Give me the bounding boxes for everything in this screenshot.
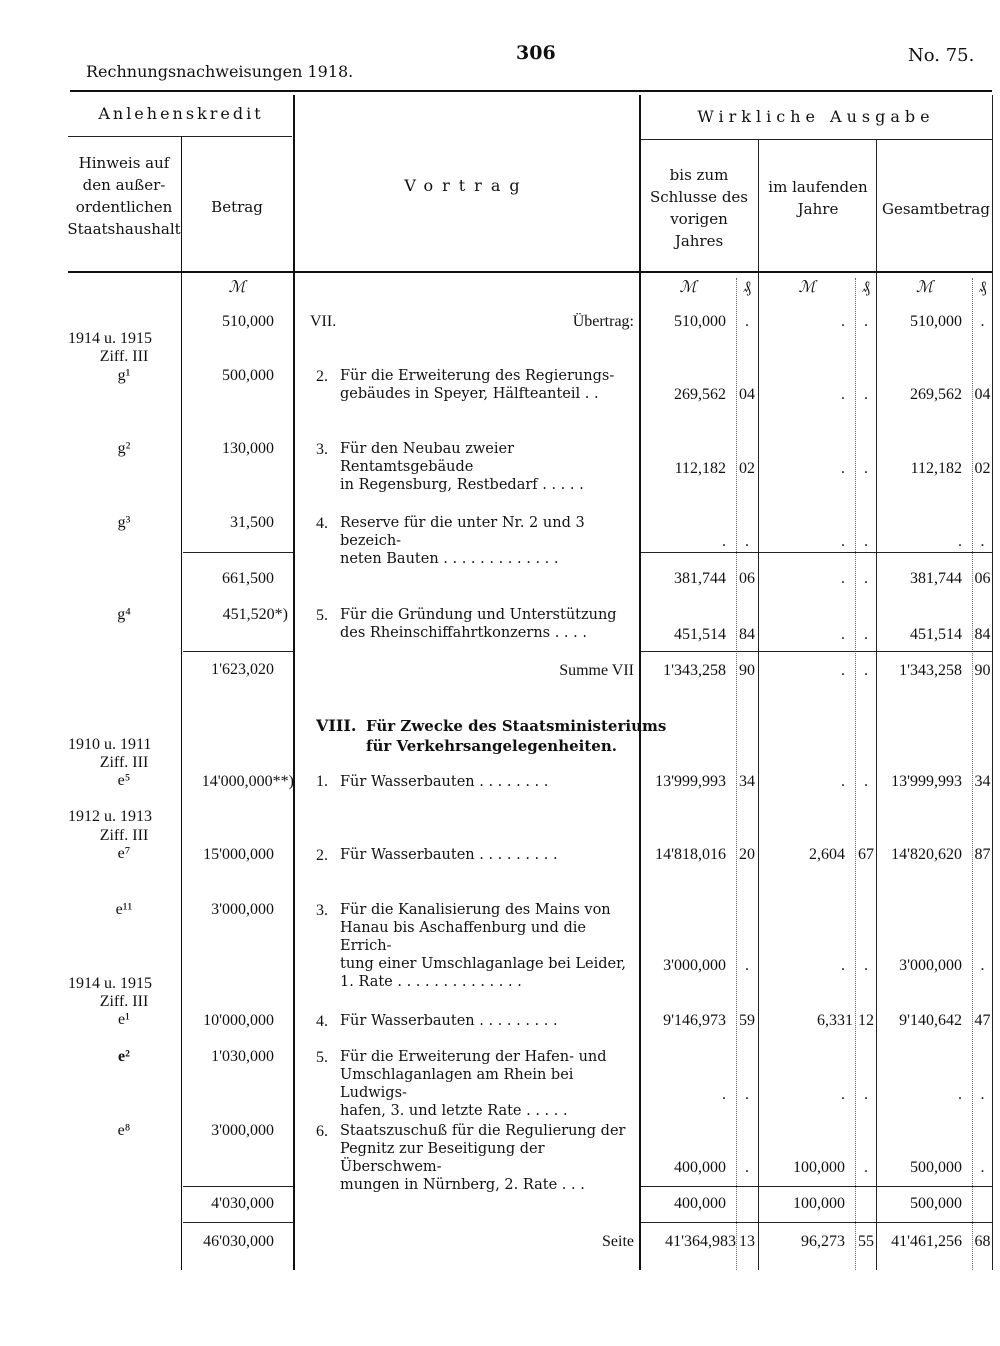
hinweis-ref: e² bbox=[118, 1048, 130, 1065]
bis-pf-cell: . bbox=[745, 313, 749, 330]
betrag-heading: Betrag bbox=[211, 198, 263, 216]
lauf-mark-cell: . bbox=[841, 662, 845, 679]
ausgabe-header-rule bbox=[640, 139, 992, 140]
hinweis-ziff: Ziff. III bbox=[99, 993, 149, 1010]
betrag-cell: 3'000,000 bbox=[211, 1122, 274, 1139]
summe-label: Summe VII bbox=[559, 662, 634, 679]
subtotal-betrag: 4'030,000 bbox=[211, 1195, 274, 1212]
item-number: 2. bbox=[316, 847, 328, 864]
bis-mark-cell: 3'000,000 bbox=[663, 957, 726, 974]
lauf-mark-cell: . bbox=[841, 626, 845, 643]
ges-mark-cell: 112,182 bbox=[910, 460, 962, 477]
seite-betrag: 46'030,000 bbox=[203, 1233, 274, 1250]
lauf-mark-cell: 96,273 bbox=[801, 1233, 845, 1250]
hinweis-ziff: Ziff. III bbox=[99, 827, 149, 844]
seite-rule-betrag bbox=[183, 1222, 293, 1223]
unit-mark-betrag: ℳ bbox=[228, 277, 246, 296]
vortrag-left-border bbox=[293, 95, 295, 1270]
betrag-cell: 14'000,000**) bbox=[201, 773, 294, 790]
ges-mark-cell: 14'820,620 bbox=[891, 846, 962, 863]
item-number: 6. bbox=[316, 1123, 328, 1140]
bis-pf-cell: 06 bbox=[739, 570, 755, 587]
hinweis-heading: Hinweis auf den außer- ordentlichen Staatshaushalt bbox=[67, 154, 181, 238]
ges-pf-cell: 84 bbox=[974, 626, 991, 643]
lauf-pf-cell: . bbox=[864, 626, 868, 643]
hinweis-ref: g¹ bbox=[117, 367, 131, 384]
section-heading: Für Zwecke des Staatsministeriums für Verkehrsangelegenheiten. bbox=[366, 717, 667, 755]
document-header-left: Rechnungsnachweisungen 1918. bbox=[86, 62, 354, 81]
subtotal2-rule-ausgabe bbox=[641, 1186, 992, 1187]
wirkliche-ausgabe-heading: Wirkliche Ausgabe bbox=[697, 107, 935, 126]
ges-pf-cell: 87 bbox=[974, 846, 991, 863]
item-number: 3. bbox=[316, 441, 328, 458]
lauf-pf-cell: . bbox=[864, 662, 868, 679]
ges-pf-cell: . bbox=[980, 957, 985, 974]
seite-label: Seite bbox=[602, 1233, 634, 1250]
betrag-cell: 510,000 bbox=[222, 313, 274, 330]
unit-mark-bis: ℳ bbox=[679, 277, 697, 296]
lauf-mark-cell: . bbox=[841, 957, 845, 974]
item-number: 1. bbox=[316, 773, 328, 790]
lauf-mark-cell: . bbox=[841, 313, 845, 330]
item-description: Für die Erweiterung der Hafen- und Umschlaganlagen am Rhein bei Ludwigs- hafen, 3. und letzte Rate . . . . . bbox=[340, 1049, 607, 1119]
seite-rule-ausgabe bbox=[641, 1222, 992, 1223]
lauf-pf-cell: 12 bbox=[858, 1012, 874, 1029]
hinweis-ref: e⁵ bbox=[117, 772, 131, 789]
betrag-cell: 451,520*) bbox=[222, 606, 288, 623]
hinweis-ziff: Ziff. III bbox=[99, 754, 149, 771]
lauf-mark-cell: . bbox=[841, 460, 845, 477]
item-number: 3. bbox=[316, 902, 328, 919]
item-number: 5. bbox=[316, 607, 328, 624]
bis-mark-cell: . bbox=[722, 533, 726, 550]
bis-mark-cell: 400,000 bbox=[674, 1159, 726, 1176]
unit-mark-lauf: ℳ bbox=[798, 277, 816, 296]
gesamtbetrag-heading: Gesamtbetrag bbox=[882, 200, 990, 218]
hinweis-ref: e⁷ bbox=[117, 845, 131, 862]
lauf-mark-cell: 2,604 bbox=[809, 846, 845, 863]
ges-mark-cell: 9'140,642 bbox=[899, 1012, 962, 1029]
unit-mark-ges: ℳ bbox=[915, 277, 934, 296]
item-description: Für den Neubau zweier Rentamtsgebäude in Regensburg, Restbedarf . . . . . bbox=[340, 441, 584, 493]
bis-zum-heading: bis zum Schlusse des vorigen Jahres bbox=[649, 166, 748, 250]
ges-mark-cell: 510,000 bbox=[910, 313, 962, 330]
ges-mark-cell: 381,744 bbox=[910, 570, 962, 587]
summe7-rule-ausgabe bbox=[641, 651, 992, 652]
item-description: Für Wasserbauten . . . . . . . . bbox=[340, 774, 549, 790]
ges-pf-cell: . bbox=[980, 1159, 985, 1176]
bis-pf-cell: . bbox=[745, 1159, 749, 1176]
bis-pf-cell: . bbox=[745, 533, 749, 550]
bis-mark-cell: . bbox=[722, 1086, 726, 1103]
betrag-cell: 31,500 bbox=[230, 514, 274, 531]
bis-pf-cell: 34 bbox=[739, 773, 755, 790]
page-number: 306 bbox=[516, 42, 556, 64]
lauf-mark-cell: . bbox=[841, 570, 845, 587]
ges-pf-cell: 04 bbox=[974, 386, 991, 403]
bis-pf-cell: 13 bbox=[739, 1233, 755, 1250]
lauf-mark-cell: 100,000 bbox=[793, 1195, 845, 1212]
item-description: Für Wasserbauten . . . . . . . . . bbox=[340, 847, 558, 863]
subtotal-betrag: 661,500 bbox=[222, 570, 274, 587]
bis-pf-cell: . bbox=[745, 957, 749, 974]
bis-mark-cell: 400,000 bbox=[674, 1195, 726, 1212]
item-description: Reserve für die unter Nr. 2 und 3 bezeich- neten Bauten . . . . . . . . . . . . . bbox=[340, 515, 585, 567]
hinweis-ref: g² bbox=[117, 440, 131, 457]
lauf-mark-cell: . bbox=[841, 1086, 845, 1103]
lauf-pf-cell: . bbox=[864, 1086, 868, 1103]
lauf-pf-cell: . bbox=[864, 1159, 868, 1176]
ges-pf-cell: 47 bbox=[974, 1012, 991, 1029]
betrag-cell: 3'000,000 bbox=[211, 901, 274, 918]
item-description: Für die Gründung und Unterstützung des Rheinschiffahrtkonzerns . . . . bbox=[340, 607, 617, 641]
hinweis-ref: g³ bbox=[117, 514, 131, 531]
uebertrag-label: Übertrag: bbox=[572, 313, 634, 330]
item-number: 2. bbox=[316, 368, 328, 385]
hinweis-year: 1914 u. 1915 bbox=[68, 975, 152, 992]
bis-pf-cell: . bbox=[745, 1086, 749, 1103]
ges-mark-cell: 500,000 bbox=[910, 1159, 962, 1176]
bis-pf-cell: 20 bbox=[739, 846, 755, 863]
vortrag-section-number: VII. bbox=[310, 313, 337, 330]
betrag-cell: 1'030,000 bbox=[211, 1048, 274, 1065]
lauf-pf-cell: 55 bbox=[858, 1233, 874, 1250]
item-number: 4. bbox=[316, 515, 328, 532]
ges-pf-cell: . bbox=[980, 533, 985, 550]
section-number: VIII. bbox=[316, 716, 357, 735]
bis-mark-cell: 510,000 bbox=[674, 313, 726, 330]
bis-pf-cell: 90 bbox=[739, 662, 755, 679]
bis-mark-cell: 14'818,016 bbox=[655, 846, 726, 863]
hinweis-year: 1912 u. 1913 bbox=[68, 808, 152, 825]
bis-pf-cell: 02 bbox=[739, 460, 755, 477]
hinweis-year: 1910 u. 1911 bbox=[68, 736, 152, 753]
ges-pf-cell: . bbox=[980, 1086, 985, 1103]
lauf-pf-cell: . bbox=[864, 533, 868, 550]
ges-mark-cell: . bbox=[958, 1086, 962, 1103]
table-right-border bbox=[992, 95, 993, 1270]
bis-pf-cell: 84 bbox=[739, 626, 755, 643]
bis-mark-cell: 9'146,973 bbox=[663, 1012, 726, 1029]
im-laufenden-heading: im laufenden Jahre bbox=[768, 178, 868, 218]
item-number: 4. bbox=[316, 1013, 328, 1030]
lauf-pf-cell: . bbox=[864, 460, 868, 477]
unit-pf-ges: ₰ bbox=[978, 277, 987, 296]
hinweis-ref: e¹ bbox=[118, 1011, 130, 1028]
lauf-pf-cell: . bbox=[864, 313, 868, 330]
ges-mark-cell: 269,562 bbox=[910, 386, 962, 403]
subtotal-rule-ausgabe bbox=[641, 552, 992, 553]
ges-pf-cell: 68 bbox=[974, 1233, 991, 1250]
ges-mark-cell: 3'000,000 bbox=[899, 957, 962, 974]
betrag-cell: 130,000 bbox=[222, 440, 274, 457]
item-number: 5. bbox=[316, 1049, 328, 1066]
table-top-rule bbox=[70, 90, 992, 92]
ges-mark-cell: . bbox=[958, 533, 962, 550]
bis-mark-cell: 1'343,258 bbox=[663, 662, 726, 679]
bis-mark-cell: 269,562 bbox=[674, 386, 726, 403]
lauf-mark-cell: . bbox=[841, 386, 845, 403]
lauf-pf-cell: . bbox=[864, 773, 868, 790]
betrag-left-border bbox=[181, 137, 182, 1270]
hinweis-ref: g⁴ bbox=[117, 606, 131, 623]
ges-mark-cell: 451,514 bbox=[910, 626, 962, 643]
bis-mark-cell: 13'999,993 bbox=[655, 773, 726, 790]
lauf-mark-cell: 100,000 bbox=[793, 1159, 845, 1176]
lauf-pf-cell: . bbox=[864, 386, 868, 403]
ges-mark-cell: 41'461,256 bbox=[891, 1233, 962, 1250]
ges-pf-cell: . bbox=[980, 313, 985, 330]
ges-pf-cell: 90 bbox=[974, 662, 991, 679]
bis-mark-cell: 112,182 bbox=[674, 460, 726, 477]
ges-mark-cell: 500,000 bbox=[910, 1195, 962, 1212]
summe-betrag: 1'623,020 bbox=[211, 661, 274, 678]
bis-mark-cell: 381,744 bbox=[674, 570, 726, 587]
subtotal-rule-betrag bbox=[183, 552, 293, 553]
bis-pf-cell: 59 bbox=[739, 1012, 755, 1029]
betrag-cell: 15'000,000 bbox=[203, 846, 274, 863]
item-description: Für die Erweiterung des Regierungs- gebäudes in Speyer, Hälfteanteil . . bbox=[340, 368, 615, 402]
hinweis-year: 1914 u. 1915 bbox=[68, 330, 152, 347]
ges-mark-cell: 1'343,258 bbox=[899, 662, 962, 679]
ges-pf-cell: 02 bbox=[974, 460, 991, 477]
hinweis-ziff: Ziff. III bbox=[99, 348, 149, 365]
unit-pf-lauf: ₰ bbox=[862, 277, 870, 296]
anlehen-header-rule bbox=[68, 136, 292, 137]
subtotal2-rule-betrag bbox=[183, 1186, 293, 1187]
bis-mark-cell: 451,514 bbox=[674, 626, 726, 643]
lauf-mark-cell: . bbox=[841, 533, 845, 550]
document-number: No. 75. bbox=[908, 45, 975, 66]
item-description: Für Wasserbauten . . . . . . . . . bbox=[340, 1013, 558, 1029]
ges-mark-cell: 13'999,993 bbox=[891, 773, 962, 790]
unit-pf-bis: ₰ bbox=[743, 277, 751, 296]
lauf-mark-cell: . bbox=[841, 773, 845, 790]
item-description: Staatszuschuß für die Regulierung der Pegnitz zur Beseitigung der Überschwem- mungen in Nürnberg, 2. Rate . . . bbox=[340, 1123, 626, 1193]
lauf-mark-cell: 6,331 bbox=[817, 1012, 853, 1029]
ges-pf-cell: 34 bbox=[974, 773, 991, 790]
header-bottom-rule bbox=[68, 271, 992, 273]
lauf-pf-cell: . bbox=[864, 957, 868, 974]
hinweis-ref: e⁸ bbox=[117, 1122, 131, 1139]
hinweis-ref: e¹¹ bbox=[115, 901, 133, 918]
bis-mark-cell: 41'364,983 bbox=[665, 1233, 736, 1250]
summe7-rule-betrag bbox=[183, 651, 293, 652]
lauf-pf-cell: . bbox=[864, 570, 868, 587]
item-description: Für die Kanalisierung des Mains von Hanau bis Aschaffenburg und die Errich- tung einer Umschlaganlage bei Leider, 1. Rate . . . . . . . . . . . . . . bbox=[340, 902, 627, 990]
bis-pf-cell: 04 bbox=[739, 386, 755, 403]
betrag-cell: 10'000,000 bbox=[203, 1012, 274, 1029]
betrag-cell: 500,000 bbox=[222, 367, 274, 384]
vortrag-heading: Vortrag bbox=[404, 176, 529, 195]
anlehen-heading: Anlehenskredit bbox=[98, 104, 264, 123]
lauf-pf-cell: 67 bbox=[858, 846, 874, 863]
ges-pf-cell: 06 bbox=[974, 570, 991, 587]
